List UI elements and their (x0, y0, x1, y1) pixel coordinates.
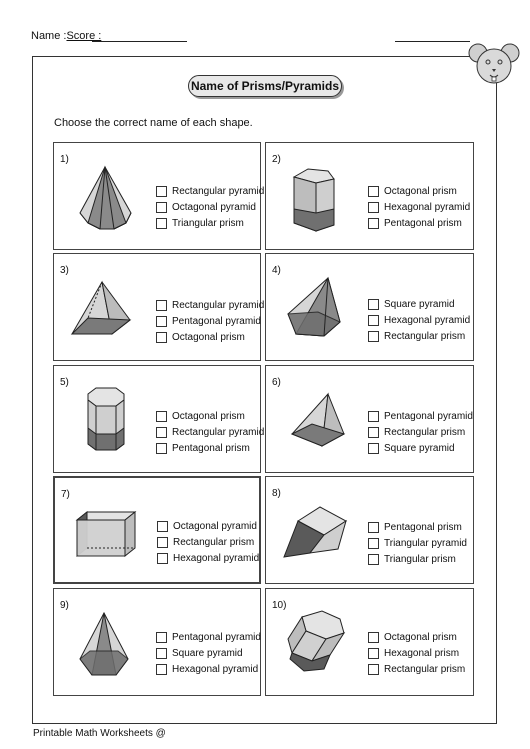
instructions: Choose the correct name of each shape. (54, 117, 253, 129)
option-label: Rectangular prism (384, 663, 466, 675)
question-number: 4) (272, 265, 281, 276)
answer-option[interactable] (157, 518, 259, 534)
option-label: Hexagonal pyramid (384, 201, 471, 213)
worksheet-title: Name of Prisms/Pyramids (188, 75, 342, 97)
checkbox-icon[interactable] (368, 427, 379, 438)
answer-option[interactable] (368, 424, 473, 440)
question-card-2 (265, 142, 474, 250)
checkbox-icon[interactable] (368, 664, 379, 675)
option-label: Triangular prism (172, 217, 244, 229)
answer-option[interactable] (368, 199, 470, 215)
pentagonal-pyramid-figure (284, 274, 350, 340)
checkbox-icon[interactable] (156, 332, 167, 343)
option-label: Octagonal pyramid (173, 520, 257, 532)
answer-option[interactable] (368, 328, 470, 344)
option-label: Octagonal prism (384, 185, 457, 197)
checkbox-icon[interactable] (156, 648, 167, 659)
question-number: 3) (60, 265, 69, 276)
answer-option[interactable] (156, 408, 264, 424)
checkbox-icon[interactable] (368, 522, 379, 533)
question-number: 2) (272, 154, 281, 165)
answer-option[interactable] (368, 629, 465, 645)
answer-option[interactable] (156, 329, 264, 345)
question-card-7 (53, 476, 261, 584)
question-number: 7) (61, 489, 70, 500)
option-label: Square pyramid (384, 298, 455, 310)
answer-option[interactable] (368, 645, 465, 661)
option-label: Rectangular pyramid (172, 185, 265, 197)
question-number: 10) (272, 600, 287, 611)
answer-option[interactable] (156, 199, 264, 215)
answer-option[interactable] (156, 645, 261, 661)
option-label: Pentagonal pyramid (384, 410, 473, 422)
answer-option[interactable] (156, 629, 261, 645)
checkbox-icon[interactable] (156, 202, 167, 213)
option-label: Rectangular pyramid (172, 426, 265, 438)
option-label: Hexagonal pyramid (172, 663, 259, 675)
option-label: Octagonal prism (172, 331, 245, 343)
checkbox-icon[interactable] (368, 554, 379, 565)
option-label: Pentagonal pyramid (172, 631, 261, 643)
answer-option[interactable] (368, 408, 473, 424)
question-number: 1) (60, 154, 69, 165)
option-label: Hexagonal prism (384, 647, 460, 659)
question-card-10 (265, 588, 474, 696)
question-number: 5) (60, 377, 69, 388)
score-blank[interactable] (395, 41, 470, 42)
option-label: Rectangular prism (384, 426, 466, 438)
option-label: Octagonal prism (172, 410, 245, 422)
checkbox-icon[interactable] (157, 521, 168, 532)
checkbox-icon[interactable] (368, 202, 379, 213)
checkbox-icon[interactable] (368, 648, 379, 659)
mouse-face-icon (466, 42, 524, 90)
checkbox-icon[interactable] (368, 218, 379, 229)
answer-option[interactable] (156, 661, 261, 677)
answer-option[interactable] (157, 534, 259, 550)
option-label: Octagonal prism (384, 631, 457, 643)
answer-option[interactable] (157, 550, 259, 566)
checkbox-icon[interactable] (156, 632, 167, 643)
answer-option[interactable] (368, 183, 470, 199)
option-label: Triangular pyramid (384, 537, 467, 549)
checkbox-icon[interactable] (156, 443, 167, 454)
checkbox-icon[interactable] (156, 218, 167, 229)
answer-option[interactable] (368, 551, 467, 567)
name-blank[interactable] (92, 41, 187, 42)
question-card-1 (53, 142, 265, 250)
score-label: Score : (66, 30, 102, 42)
checkbox-icon[interactable] (156, 316, 167, 327)
checkbox-icon[interactable] (156, 411, 167, 422)
checkbox-icon[interactable] (156, 427, 167, 438)
pentagonal-prism-figure (288, 165, 340, 235)
question-card-4 (265, 253, 474, 361)
answer-option[interactable] (156, 440, 264, 456)
checkbox-icon[interactable] (156, 300, 167, 311)
rectangular-prism-figure (73, 510, 139, 558)
octagonal-prism-figure (80, 384, 134, 458)
option-label: Rectangular prism (384, 330, 466, 342)
question-number: 8) (272, 488, 281, 499)
checkbox-icon[interactable] (368, 443, 379, 454)
option-label: Square pyramid (172, 647, 243, 659)
option-label: Rectangular pyramid (172, 299, 265, 311)
answer-option[interactable] (368, 312, 470, 328)
checkbox-icon[interactable] (156, 664, 167, 675)
option-label: Octagonal pyramid (172, 201, 256, 213)
answer-option[interactable] (368, 661, 465, 677)
checkbox-icon[interactable] (368, 299, 379, 310)
option-label: Hexagonal pyramid (173, 552, 260, 564)
answer-option[interactable] (368, 215, 470, 231)
checkbox-icon[interactable] (368, 186, 379, 197)
name-score-line (31, 30, 101, 42)
answer-option[interactable] (156, 424, 264, 440)
answer-option[interactable] (156, 183, 264, 199)
question-number: 9) (60, 600, 69, 611)
question-card-5 (53, 365, 265, 473)
footer-text: Printable Math Worksheets @ (33, 728, 166, 739)
question-card-9 (53, 588, 261, 696)
question-card-6 (265, 365, 474, 473)
checkbox-icon[interactable] (368, 538, 379, 549)
checkbox-icon[interactable] (156, 186, 167, 197)
answer-option[interactable] (368, 519, 467, 535)
option-label: Triangular prism (384, 553, 456, 565)
answer-option[interactable] (368, 296, 470, 312)
octagonal-pyramid-figure (76, 163, 134, 235)
checkbox-icon[interactable] (368, 331, 379, 342)
answer-option[interactable] (368, 440, 473, 456)
checkbox-icon[interactable] (157, 537, 168, 548)
option-label: Pentagonal prism (384, 217, 462, 229)
rectangular-pyramid-figure (68, 278, 138, 340)
question-card-8 (265, 476, 474, 584)
option-label: Pentagonal prism (172, 442, 250, 454)
checkbox-icon[interactable] (368, 411, 379, 422)
option-label: Pentagonal pyramid (172, 315, 261, 327)
name-label: Name : (31, 30, 67, 42)
option-label: Pentagonal prism (384, 521, 462, 533)
answer-option[interactable] (156, 215, 264, 231)
answer-option[interactable] (156, 297, 264, 313)
option-label: Rectangular prism (173, 536, 255, 548)
option-label: Hexagonal pyramid (384, 314, 471, 326)
question-card-3 (53, 253, 265, 361)
square-pyramid-figure (288, 390, 350, 450)
checkbox-icon[interactable] (368, 632, 379, 643)
answer-option[interactable] (368, 535, 467, 551)
checkbox-icon[interactable] (368, 315, 379, 326)
option-label: Square pyramid (384, 442, 455, 454)
answer-option[interactable] (156, 313, 264, 329)
hexagonal-pyramid-figure (76, 609, 136, 685)
triangular-prism-figure (280, 503, 352, 563)
question-number: 6) (272, 377, 281, 388)
checkbox-icon[interactable] (157, 553, 168, 564)
hexagonal-prism-figure (284, 609, 350, 673)
